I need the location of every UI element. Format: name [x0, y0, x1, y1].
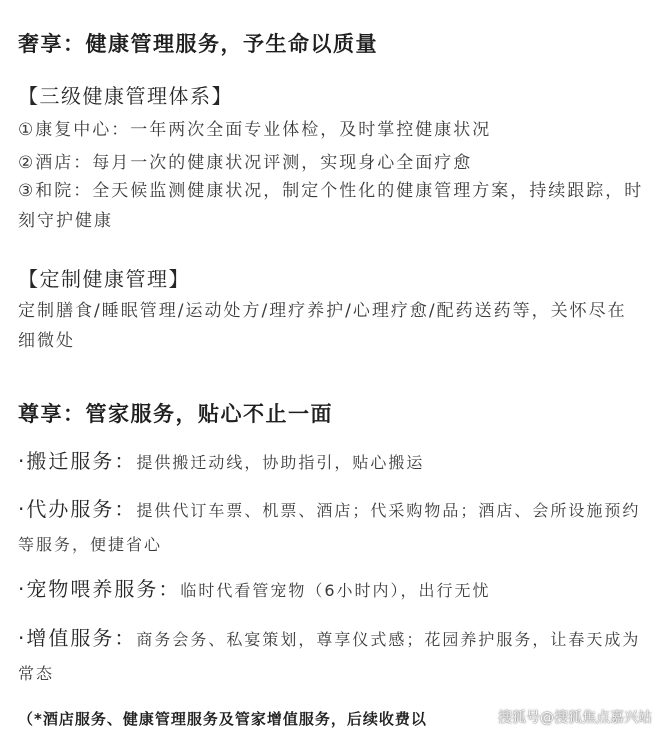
service-name: ·搬迁服务：: [18, 449, 137, 473]
list-item: ①康复中心：一年两次全面专业体检，及时掌控健康状况: [18, 120, 492, 140]
list-item: ③和院：全天候监测健康状况，制定个性化的健康管理方案，持续跟踪，时刻守护健康: [18, 181, 644, 231]
service-item-pet: [18, 572, 644, 608]
subheading-custom-health: 【定制健康管理】: [18, 267, 190, 291]
custom-health-text: 定制膳食/睡眠管理/运动处方/理疗养护/心理疗愈/配药送药等，关怀尽在细微处: [18, 301, 627, 351]
subheading-three-level: 【三级健康管理体系】: [18, 84, 233, 108]
service-item-moving: [18, 444, 644, 480]
service-item-agency: [18, 492, 644, 562]
list-item: ②酒店：每月一次的健康状况评测，实现身心全面疗愈: [18, 153, 473, 173]
service-item-value-added: [18, 621, 644, 691]
section-title-butler: 尊享：管家服务，贴心不止一面: [18, 402, 333, 426]
watermark: 搜狐号@搜狐焦点嘉兴站: [498, 710, 652, 726]
service-desc: 提供代订车票、机票、酒店；代采购物品；酒店、会所设施预约等服务，便捷省心: [18, 501, 641, 554]
service-name: ·宠物喂养服务：: [18, 577, 181, 601]
service-name: ·增值服务：: [18, 626, 137, 650]
service-desc: 提供搬迁动线，协助指引，贴心搬运: [136, 453, 425, 472]
section-title-health: 奢享：健康管理服务，予生命以质量: [18, 32, 378, 56]
service-name: ·代办服务：: [18, 497, 137, 521]
service-desc: 商务会务、私宴策划，尊享仪式感；花园养护服务，让春天成为常态: [18, 630, 641, 683]
service-desc: 临时代看管宠物（6小时内），出行无忧: [180, 581, 491, 600]
footnote: （*酒店服务、健康管理服务及管家增值服务，后续收费以: [18, 710, 427, 728]
